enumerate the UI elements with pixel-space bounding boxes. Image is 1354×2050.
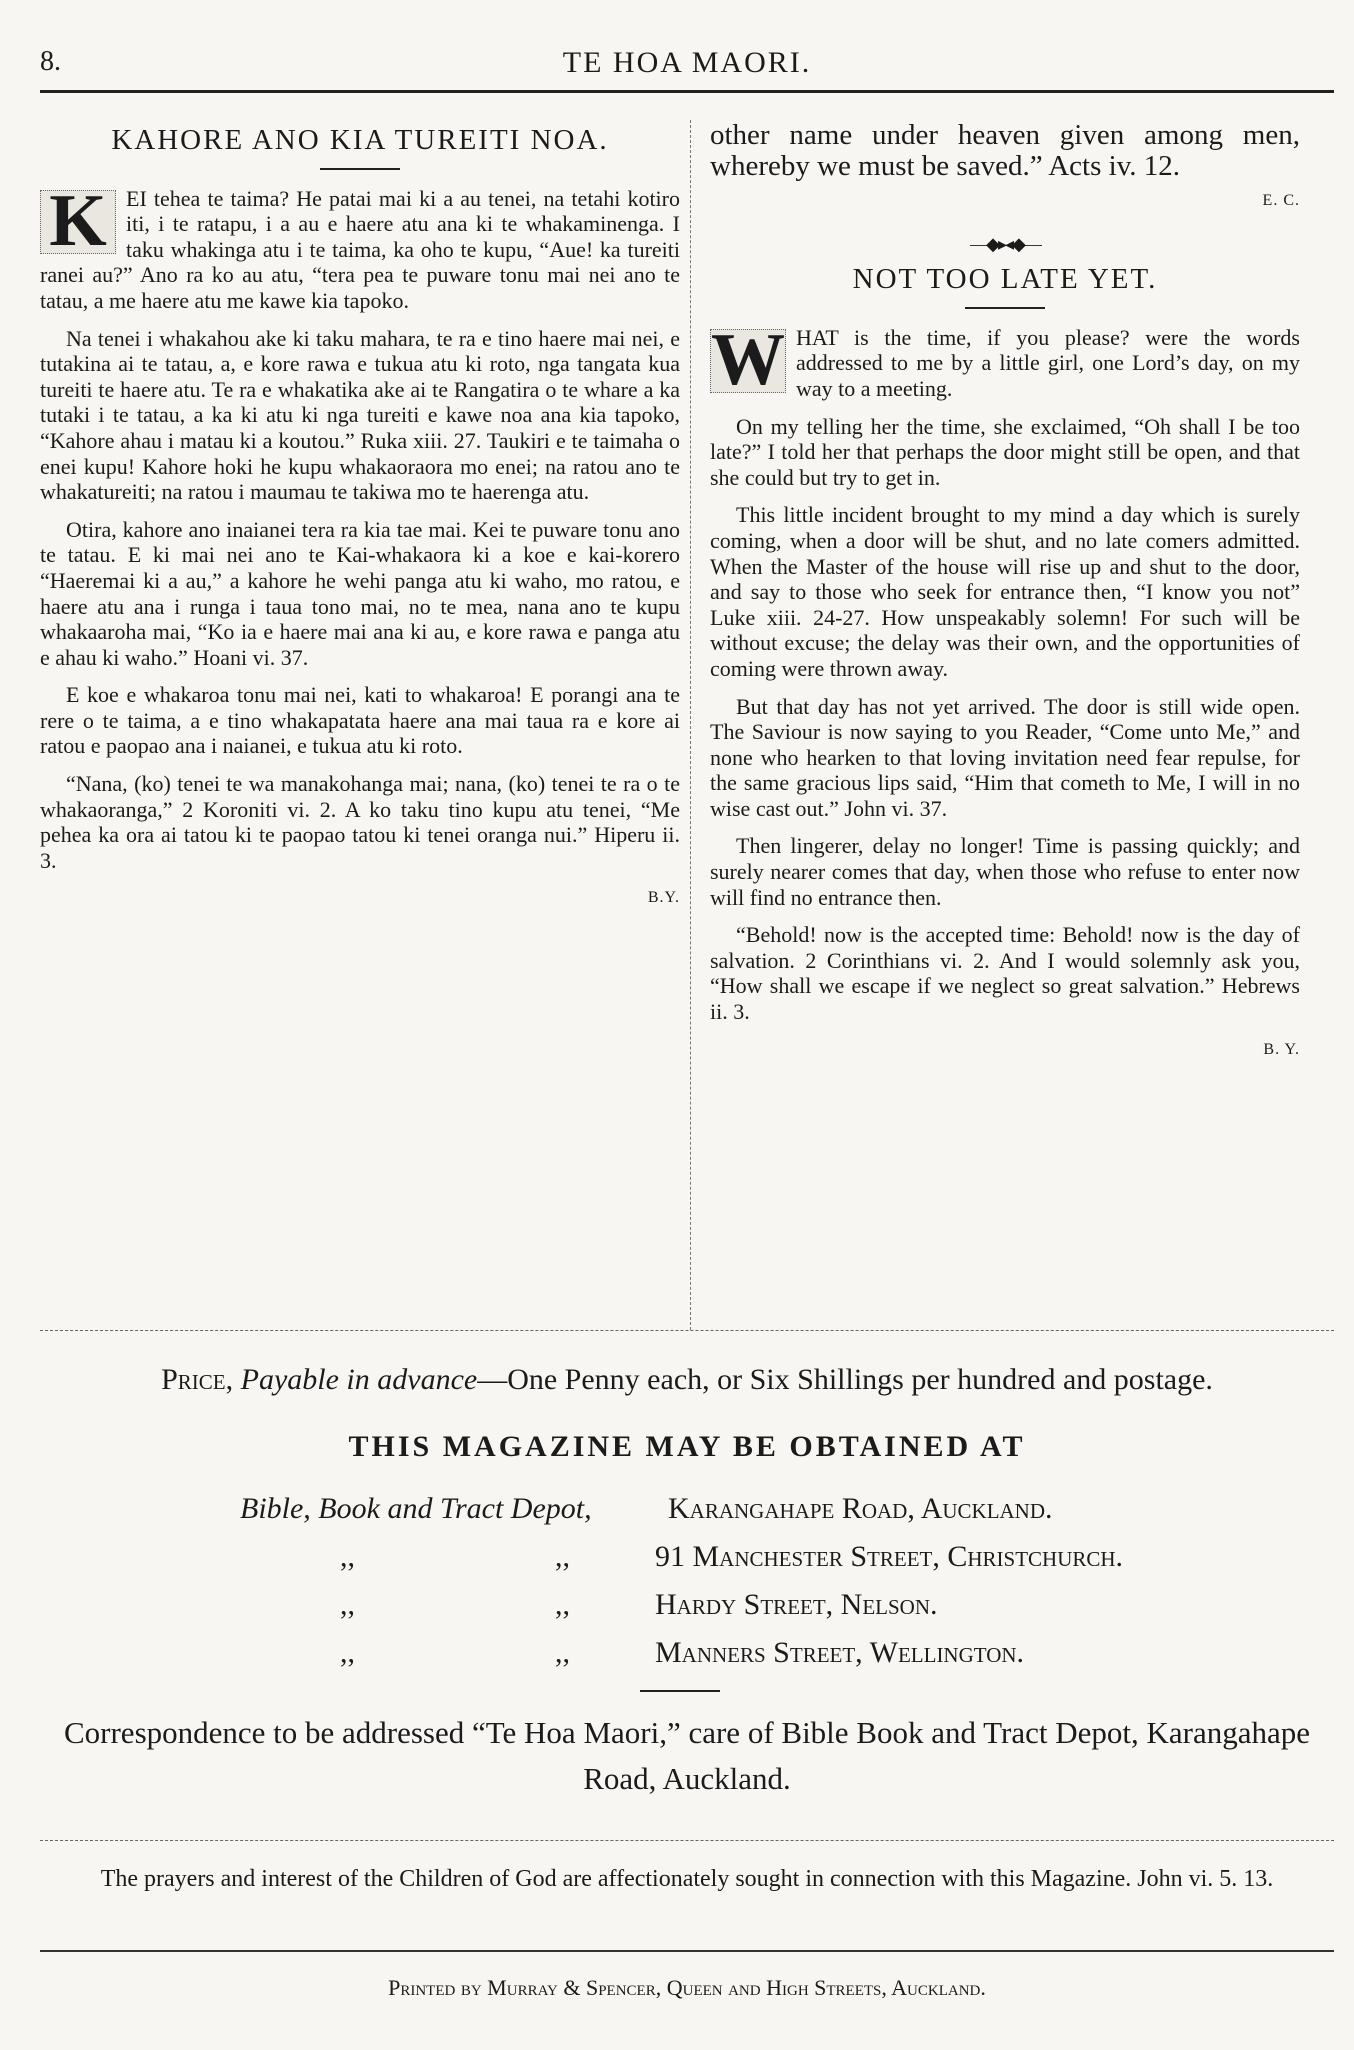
english-article-title: NOT TOO LATE YET.	[852, 263, 1158, 296]
paragraph: K EI tehea te taima? He patai mai ki a au tenei, na tetahi kotiro iti, i te ratapu, i a au e haere atu ana ki te whakaminenga. I taku whakinga atu i te taima, ka oho te kupu, “Aue! ka tureiti ranei au?” Ano ra ko au atu, “tera pea te puware tonu mai nei ano te tatau, a me haere atu me kawe kia tapoko.	[40, 179, 680, 313]
author-signature: E. C.	[1262, 192, 1300, 209]
footer-rule	[40, 1950, 1334, 1952]
paragraph: This little incident brought to my mind a day which is surely coming, when a door will be shut, and no late comers admitted. When the Master of the house will rise up and shut to the door, and say to those who seek for entrance then, “I know you not” Luke xiii. 24-27. How unspeakably solemn! For such will be without excuse; the delay was their own, and the opportunities of coming were thrown away.	[710, 502, 1300, 681]
page-number: 8.	[40, 46, 61, 77]
ditto-mark: ,,	[555, 1540, 570, 1573]
address-line: Manners Street, Wellington.	[655, 1636, 1025, 1669]
correspondence-note: Correspondence to be addressed “Te Hoa Maori,” care of Bible Book and Tract Depot, Karangahape Road, Auckland.	[63, 1715, 1310, 1796]
paragraph: “Nana, (ko) tenei te wa manakohanga mai; nana, (ko) tenei te ra o te whakaoranga,” 2 Koroniti vi. 2. A ko taku tino kupu atu tenei, “Me pehea ka ora ai tatou ki te paopao tatou ki tenei oranga nui.” Hiperu ii. 3.	[40, 771, 680, 873]
ditto-mark: ,,	[340, 1636, 355, 1669]
paragraph: W HAT is the time, if you please? were the words addressed to me by a little girl, one Lord’s day, on my way to a meeting.	[711, 318, 1300, 401]
ditto-mark: ,,	[340, 1588, 355, 1621]
author-signature: B. Y.	[1263, 1040, 1300, 1058]
section-divider	[40, 1330, 1334, 1331]
prayers-note: The prayers and interest of the Children of God are affectionately sought in connection with this Magazine. John vi. 5. 13.	[100, 1866, 1274, 1892]
paragraph: Otira, kahore ano inaianei tera ra kia tae mai. Kei te puware tonu ano te tatau. E ki mai nei ano te Kai-whakaora ki a koe e kai-korero “Haeremai ki a au,” a kahore he wehi panga atu ki waho, mo ratou, e haere atu ana i runga i taua tono mai, no te mea, nana ano te kupu whakaaroha mai, “Ko ia e haere mai ana ki au, e kore rawa e panga atu e ahau ki waho.” Hoani vi. 37.	[40, 516, 680, 670]
address-line: Karangahape Road, Auckland.	[668, 1492, 1053, 1525]
paragraph: But that day has not yet arrived. The door is still wide open. The Saviour is now saying to you Reader, “Come unto Me,” and none who hearken to that loving invitation need fear repulse, for the same gracious lips said, “Him that cometh to Me, I will in no wise cast out.” John vi. 37.	[710, 693, 1300, 821]
obtain-heading: THIS MAGAZINE MAY BE OBTAINED AT	[348, 1430, 1026, 1463]
paragraph: “Behold! now is the accepted time: Behold! now is the day of salvation. 2 Corinthians vi. 2. And I would solemnly ask you, “How shall we escape if we neglect so great salvation.” Hebrews ii. 3.	[710, 922, 1300, 1025]
ditto-mark: ,,	[340, 1540, 355, 1573]
section-divider	[40, 1840, 1334, 1841]
printer-imprint: Printed by Murray & Spencer, Queen and High Streets, Auckland.	[388, 1975, 986, 2000]
dropcap-letter: W	[711, 318, 785, 401]
maori-article-title: KAHORE ANO KIA TUREITI NOA.	[111, 124, 609, 156]
title-rule	[965, 307, 1045, 309]
paragraph: On my telling her the time, she exclaimed, “Oh shall I be too late?” I told her that perhaps the door might still be open, and that she could but try to get in.	[710, 413, 1300, 490]
left-column-article	[40, 120, 680, 911]
ditto-mark: ,,	[555, 1588, 570, 1621]
price-line: Price, Payable in advance—One Penny each, or Six Shillings per hundred and postage.	[161, 1363, 1213, 1396]
address-line: Hardy Street, Nelson.	[655, 1588, 938, 1621]
address-line: 91 Manchester Street, Christchurch.	[655, 1540, 1124, 1573]
paragraph: Na tenei i whakahou ake ki taku mahara, te ra e tino haere mai nei, e tutakina ai te tatau, a, e kore rawa e tukua atu ki roto, nga tangata kua tureiti te haere atu. Te ra e whakatika ake ai te Rangatira o te whare a ka tutaki i te tatau, a ka ki atu ki nga tureiti e kawe noa ana kia tapoko, “Kahore ahau i matau ki a koutou.” Ruka xiii. 27. Taukiri e te taimaha o enei kupu! Kahore hoki he kupu whakaoraora mo enei; na ratou ano te whakatureiti; na ratou i maumau te takiwa mo te haerenga atu.	[40, 325, 680, 505]
author-signature: B.Y.	[647, 889, 680, 907]
rule	[640, 1690, 720, 1692]
column-divider	[690, 120, 691, 1330]
paragraph: E koe e whakaroa tonu mai nei, kati to whakaroa! E porangi ana te rere o te taima, a e tino whakapatata haere ana mai taua ra e kore ai ratou e paopao ana i naianei, e tukua atu ki roto.	[40, 682, 680, 759]
magazine-title: TE HOA MAORI.	[562, 46, 812, 79]
ditto-mark: ,,	[555, 1636, 570, 1669]
paragraph: Then lingerer, delay no longer! Time is passing quickly; and surely nearer comes that day, when those who refuse to enter now will find no entrance then.	[710, 833, 1300, 910]
ornament-divider: —◆▸◂◆—	[970, 233, 1040, 254]
continued-text: other name under heaven given among men, whereby we must be saved.” Acts iv. 12.	[710, 119, 1300, 182]
right-column-article	[710, 120, 1300, 1062]
title-rule	[320, 168, 400, 170]
page-header	[40, 20, 1334, 93]
dropcap-letter: K	[40, 190, 116, 254]
depot-label: Bible, Book and Tract Depot,	[240, 1492, 592, 1525]
